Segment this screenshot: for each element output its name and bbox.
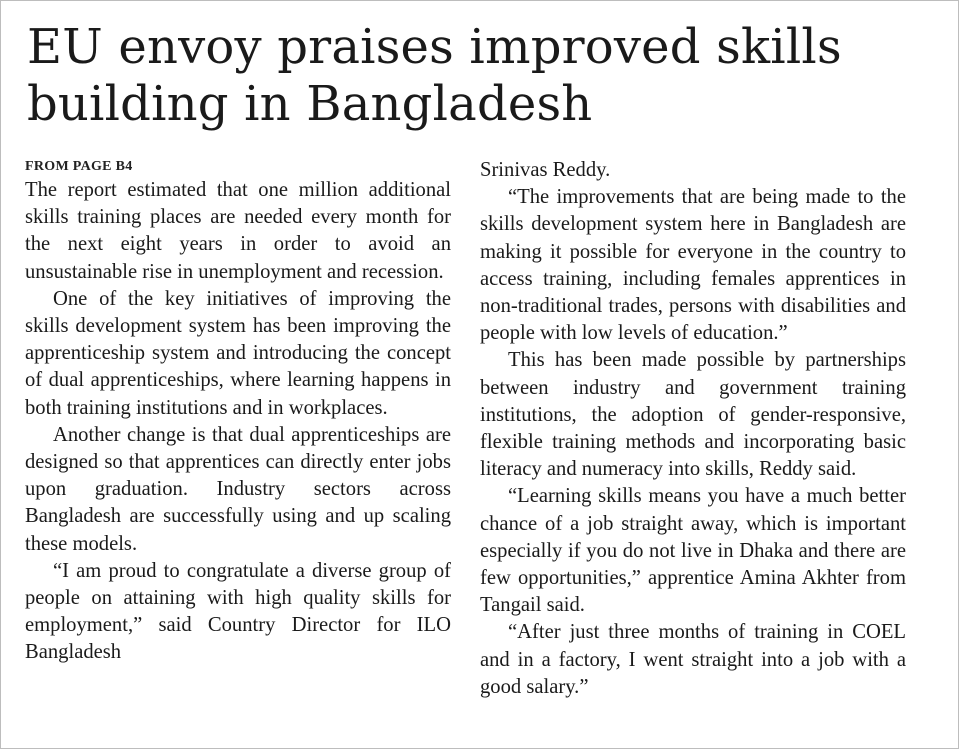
paragraph: Srinivas Reddy. — [480, 159, 611, 181]
paragraph: Another change is that dual apprenticeships are designed so that apprentices can directly enter jobs upon graduation. Industry sectors across Bangladesh are successfully using and up scaling these models. — [25, 423, 451, 555]
dateline: FROM PAGE B4 — [25, 159, 133, 174]
paragraph: One of the key initiatives of improving the skills development system has been improving the apprenticeship system and introducing the concept of dual apprenticeships, where learning happens in both training institutions and in workplaces. — [25, 287, 451, 419]
paragraph: “Learning skills means you have a much better chance of a job straight away, which is important especially if you do not live in Dhaka and there are few opportunities,” apprentice Amina Akhter from Tangail said. — [480, 485, 906, 617]
paragraph: This has been made possible by partnerships between industry and government training institutions, the adoption of gender-responsive, flexible training methods and incorporating basic literacy and numeracy into skills, Reddy said. — [480, 349, 906, 481]
left-column — [25, 157, 451, 667]
headline: EU envoy praises improved skills building in Bangladesh — [27, 19, 842, 132]
paragraph: “I am proud to congratulate a diverse group of people on attaining with high quality skills for employment,” said Country Director for ILO Bangladesh — [25, 559, 451, 664]
paragraph: “The improvements that are being made to the skills development system here in Bangladesh are making it possible for everyone in the country to access training, including females apprentices in non-traditional trades, persons with disabilities and people with low levels of education.” — [480, 186, 906, 345]
paragraph: The report estimated that one million additional skills training places are needed every month for the next eight years in order to avoid an unsustainable rise in unemployment and recession. — [25, 179, 451, 283]
paragraph: “After just three months of training in COEL and in a factory, I went straight into a job with a good salary.” — [480, 621, 906, 698]
right-column — [480, 157, 906, 701]
